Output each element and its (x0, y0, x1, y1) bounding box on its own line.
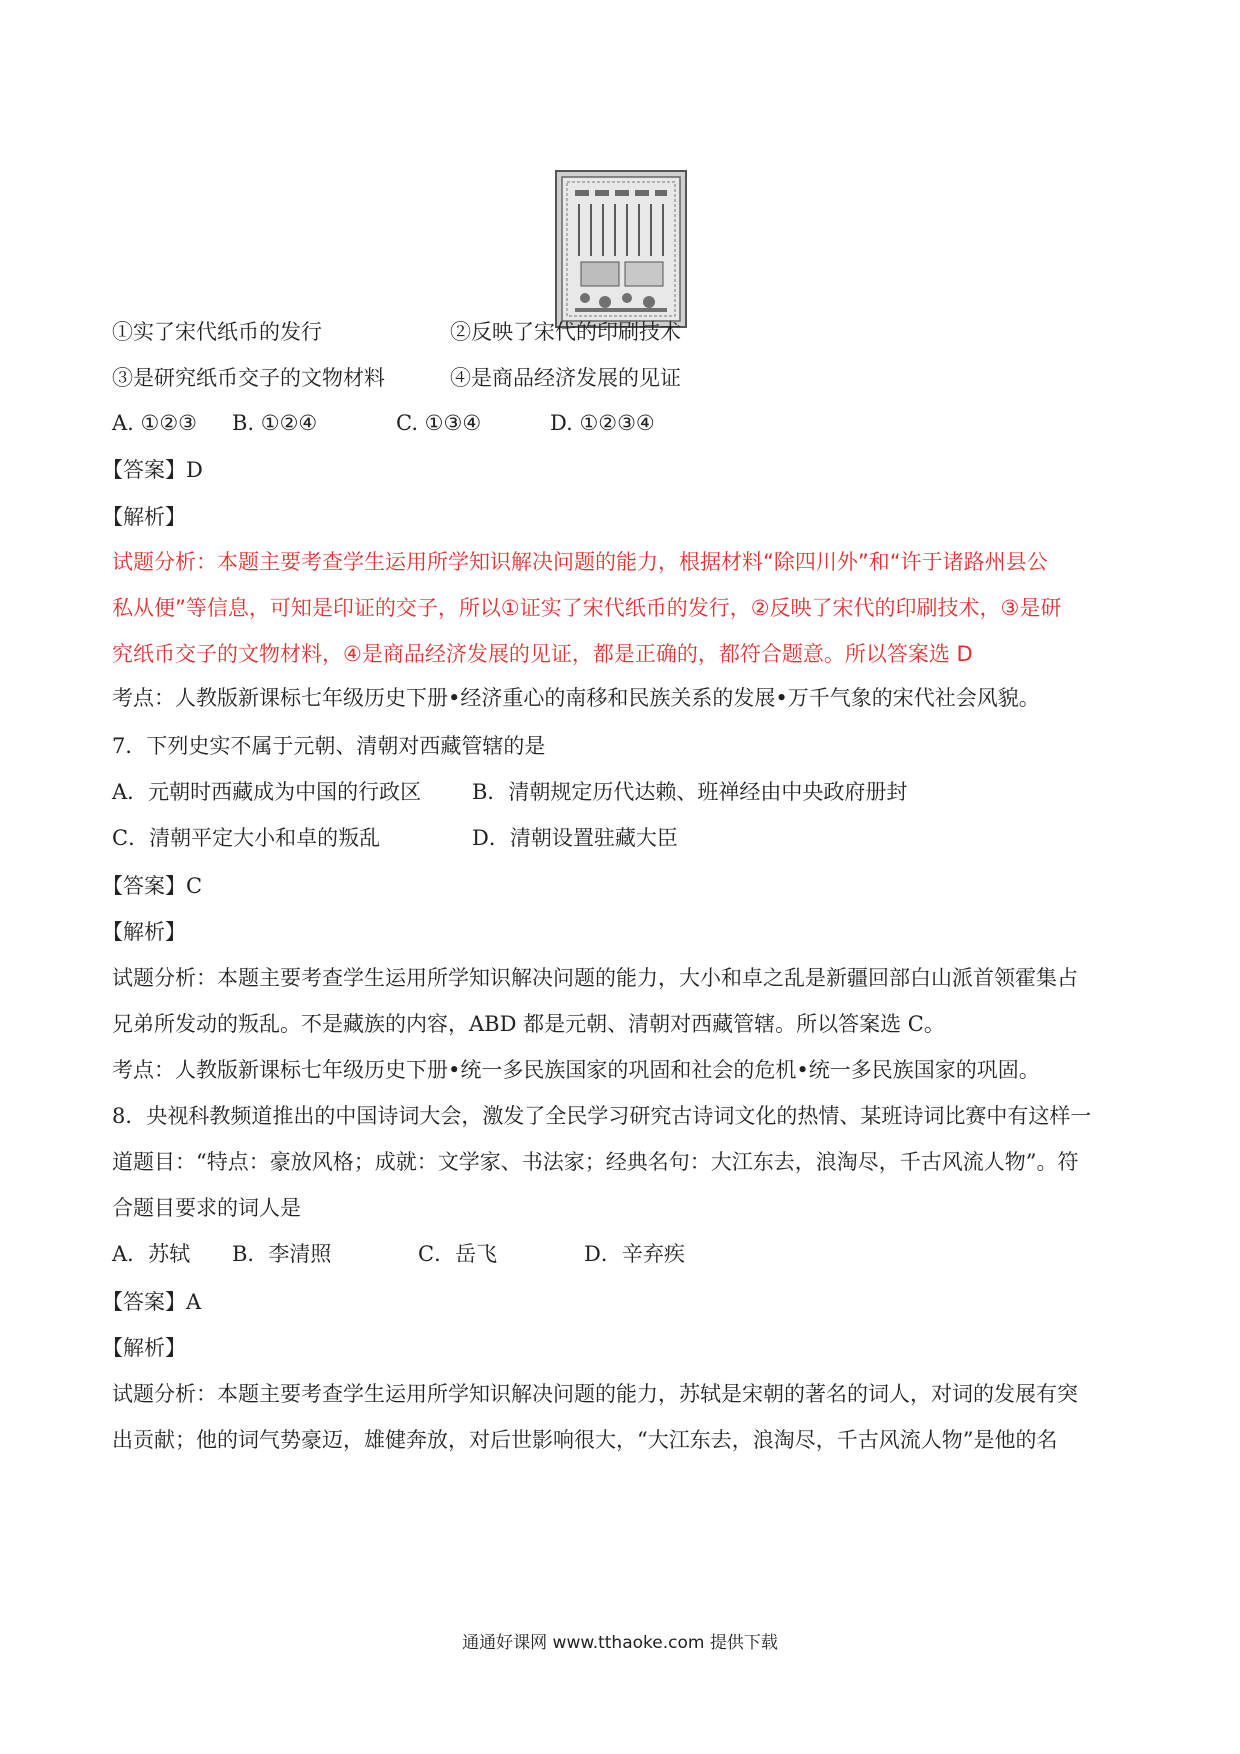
q6-option-d: D. ①②③④ (550, 411, 655, 435)
q8-analysis-line-2: 出贡献；他的词气势豪迈，雄健奔放，对后世影响很大，“大江东去，浪淘尽，千古风流人物”是他的名 (112, 1428, 1058, 1452)
q8-option-b: B．李清照 (232, 1242, 332, 1266)
q6-analysis-label: 【解析】 (102, 505, 186, 529)
jiaozi-banknote-image (555, 170, 687, 328)
q6-statement-3: ③是研究纸币交子的文物材料 (112, 366, 385, 390)
q7-analysis-label: 【解析】 (102, 920, 186, 944)
q8-stem-line-2: 道题目：“特点：豪放风格；成就：文学家、书法家；经典名句：大江东去，浪淘尽，千古风流人物”。符 (112, 1150, 1079, 1174)
q6-statement-4: ④是商品经济发展的见证 (450, 366, 681, 390)
q7-answer: 【答案】C (102, 874, 203, 898)
page-footer: 通通好课网 www.tthaoke.com 提供下载 (462, 1633, 778, 1653)
q6-statement-2: ②反映了宋代的印刷技术 (450, 320, 681, 344)
q6-analysis-line-2: 私从便”等信息，可知是印证的交子，所以①证实了宋代纸币的发行，②反映了宋代的印刷技术，③是研 (112, 596, 1062, 620)
q7-option-b: B．清朝规定历代达赖、班禅经由中央政府册封 (472, 780, 908, 804)
q8-option-a: A．苏轼 (112, 1242, 191, 1266)
q6-option-a: A. ①②③ (112, 411, 197, 435)
q8-option-c: C．岳飞 (418, 1242, 498, 1266)
q6-option-b: B. ①②④ (232, 411, 318, 435)
q7-kaodian: 考点：人教版新课标七年级历史下册•统一多民族国家的巩固和社会的危机•统一多民族国家的巩固。 (112, 1058, 1040, 1082)
q8-analysis-label: 【解析】 (102, 1336, 186, 1360)
q6-kaodian: 考点：人教版新课标七年级历史下册•经济重心的南移和民族关系的发展•万千气象的宋代社会风貌。 (112, 686, 1040, 710)
q7-analysis-line-1: 试题分析：本题主要考查学生运用所学知识解决问题的能力，大小和卓之乱是新疆回部白山派首领霍集占 (112, 966, 1078, 990)
q8-answer: 【答案】A (102, 1290, 202, 1314)
q8-analysis-line-1: 试题分析：本题主要考查学生运用所学知识解决问题的能力，苏轼是宋朝的著名的词人，对词的发展有突 (112, 1382, 1078, 1406)
q7-option-d: D．清朝设置驻藏大臣 (472, 826, 678, 850)
q6-answer: 【答案】D (102, 458, 203, 482)
q8-stem-line-1: 8．央视科教频道推出的中国诗词大会，激发了全民学习研究古诗词文化的热情、某班诗词比赛中有这样一 (112, 1104, 1092, 1128)
q7-option-c: C．清朝平定大小和卓的叛乱 (112, 826, 381, 850)
q8-option-d: D．辛弃疾 (584, 1242, 685, 1266)
q7-analysis-line-2: 兄弟所发动的叛乱。不是藏族的内容，ABD 都是元朝、清朝对西藏管辖。所以答案选 C。 (112, 1012, 945, 1036)
q6-option-c: C. ①③④ (396, 411, 482, 435)
q7-option-a: A．元朝时西藏成为中国的行政区 (112, 780, 422, 804)
q7-stem: 7．下列史实不属于元朝、清朝对西藏管辖的是 (112, 734, 546, 758)
q8-stem-line-3: 合题目要求的词人是 (112, 1196, 301, 1220)
q6-analysis-line-1: 试题分析：本题主要考查学生运用所学知识解决问题的能力，根据材料“除四川外”和“许于诸路州县公 (112, 550, 1048, 574)
q6-analysis-line-3: 究纸币交子的文物材料，④是商品经济发展的见证，都是正确的，都符合题意。所以答案选 D (112, 642, 973, 666)
q6-statement-1: ①实了宋代纸币的发行 (112, 320, 322, 344)
